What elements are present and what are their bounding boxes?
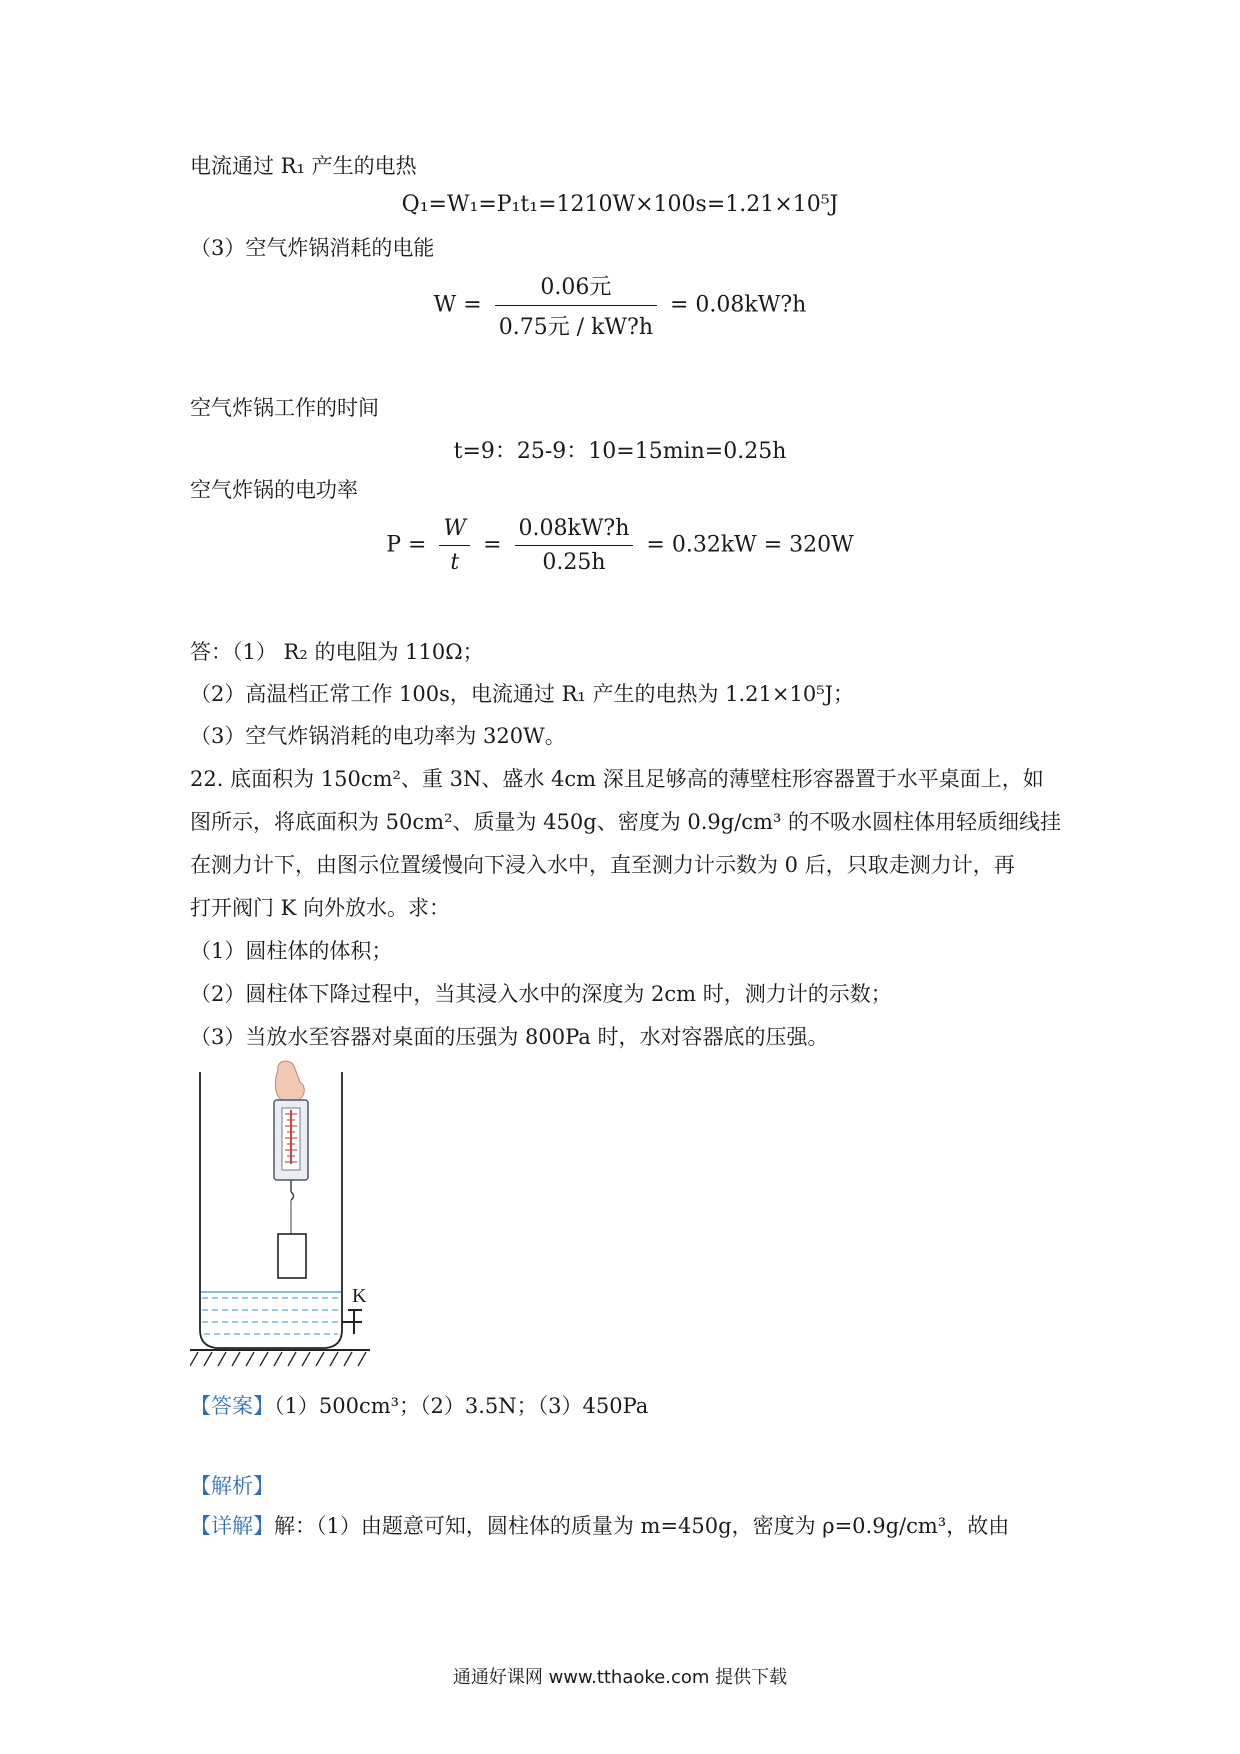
q22-line-1: 22. 底面积为 150cm²、重 3N、盛水 4cm 深且足够高的薄壁柱形容器置于水平桌面上，如 — [190, 767, 1044, 791]
power-frac1-denominator: t — [450, 550, 460, 575]
analysis-tag: 【解析】 — [190, 1474, 274, 1498]
experiment-figure — [190, 1060, 450, 1385]
q22-ask-1: （1）圆柱体的体积； — [190, 939, 393, 963]
answer-line — [190, 1390, 648, 1420]
valve-label: K — [352, 1285, 367, 1307]
detail-text: 解：（1）由题意可知，圆柱体的质量为 m=450g，密度为 ρ=0.9g/cm³，故由 — [274, 1514, 1010, 1538]
q22-ask-3: （3）当放水至容器对桌面的压强为 800Pa 时，水对容器底的压强。 — [190, 1025, 829, 1049]
power-intro: 空气炸锅的电功率 — [190, 478, 358, 502]
answer-2: （2）高温档正常工作 100s，电流通过 R₁ 产生的电热为 1.21×10⁵J； — [190, 682, 855, 706]
power-fraction-1 — [439, 516, 470, 575]
power-formula — [0, 516, 1240, 575]
power-equals: = — [483, 532, 502, 558]
q22-ask-2: （2）圆柱体下降过程中，当其浸入水中的深度为 2cm 时，测力计的示数； — [190, 982, 892, 1006]
cylinder-block — [278, 1234, 306, 1278]
detail-line — [190, 1510, 1009, 1540]
time-intro: 空气炸锅工作的时间 — [190, 396, 379, 420]
q22-line-2: 图所示，将底面积为 50cm²、质量为 450g、密度为 0.9g/cm³ 的不吸水圆柱体用轻质细线挂 — [190, 810, 1062, 834]
heat-intro: 电流通过 R₁ 产生的电热 — [190, 154, 417, 178]
answer-tag: 【答案】 — [190, 1394, 274, 1418]
q22-line-3: 在测力计下，由图示位置缓慢向下浸入水中，直至测力计示数为 0 后，只取走测力计，再 — [190, 853, 1015, 877]
page-footer: 通通好课网 www.tthaoke.com 提供下载 — [452, 1667, 788, 1688]
energy-fraction — [495, 270, 657, 341]
part3-intro: （3）空气炸锅消耗的电能 — [190, 236, 435, 260]
hook-curve — [291, 1192, 294, 1200]
power-frac2-denominator: 0.25h — [542, 550, 606, 575]
hand-icon — [275, 1061, 304, 1100]
answer-text: （1）500cm³；（2）3.5N；（3）450Pa — [274, 1394, 649, 1418]
energy-formula — [0, 270, 1240, 341]
power-fraction-2 — [515, 516, 634, 575]
water-lines — [202, 1298, 340, 1334]
energy-lhs: W = — [433, 292, 482, 318]
energy-denominator: 0.75元 / kW?h — [498, 315, 653, 340]
energy-rhs: = 0.08kW?h — [670, 292, 807, 318]
power-frac2-numerator: 0.08kW?h — [515, 516, 634, 546]
heat-formula: Q₁=W₁=P₁t₁=1210W×100s=1.21×10⁵J — [401, 192, 839, 217]
q22-line-4: 打开阀门 K 向外放水。求： — [190, 896, 451, 920]
answer-3: （3）空气炸锅消耗的电功率为 320W。 — [190, 724, 566, 748]
table-hatching — [190, 1352, 366, 1366]
answer-1: 答：（1） R₂ 的电阻为 110Ω； — [190, 640, 484, 664]
experiment-diagram — [190, 1060, 450, 1380]
energy-numerator: 0.06元 — [495, 270, 657, 306]
power-rhs: = 0.32kW = 320W — [646, 532, 854, 558]
time-formula: t=9：25-9：10=15min=0.25h — [453, 439, 787, 464]
power-lhs: P = — [386, 532, 427, 558]
container-outline — [200, 1072, 342, 1348]
detail-tag: 【详解】 — [190, 1514, 274, 1538]
power-frac1-numerator: W — [439, 516, 470, 546]
